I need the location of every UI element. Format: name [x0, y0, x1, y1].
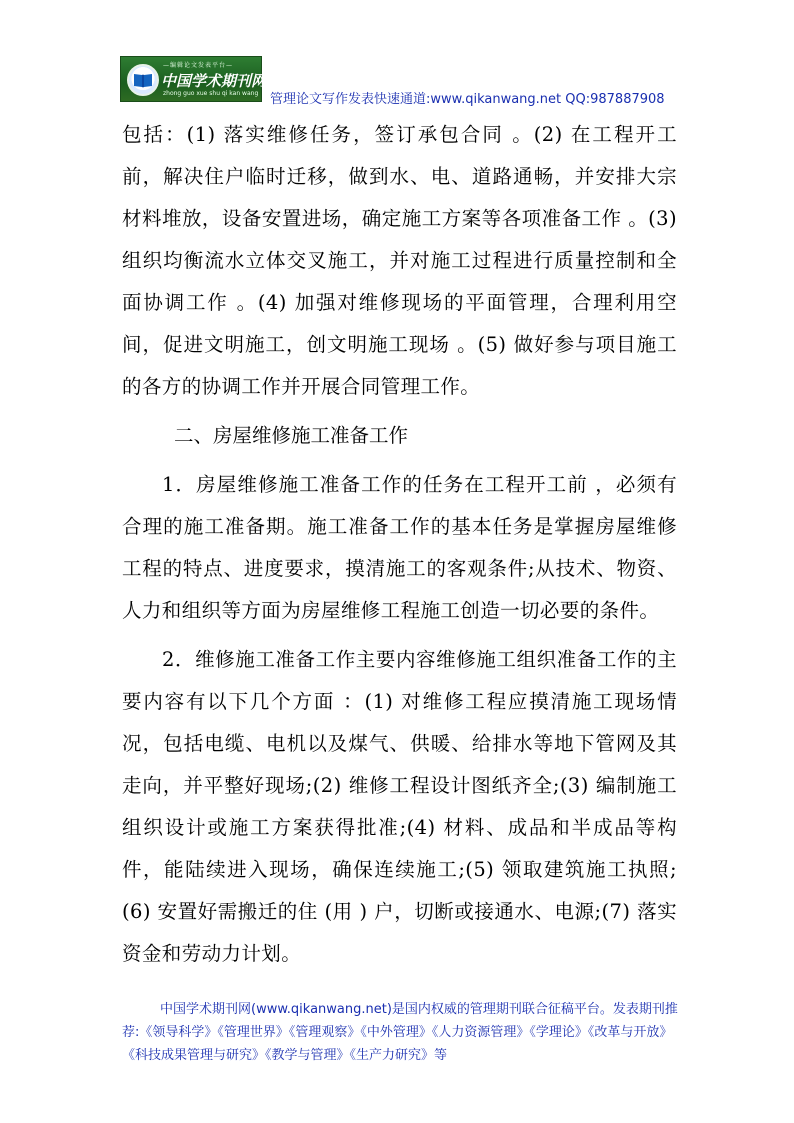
section-heading: 二、房屋维修施工准备工作: [174, 424, 409, 447]
page-header: [0, 0, 794, 110]
document-body: [122, 114, 677, 975]
header-tagline[interactable]: 管理论文写作发表快速通道:www.qikanwang.net QQ:987887908: [270, 92, 665, 107]
logo-top-text: —编辑论文发表平台—: [163, 62, 234, 69]
book-icon: [127, 64, 159, 96]
logo-pinyin: zhong guo xue shu qi kan wang: [163, 90, 259, 97]
logo-name: 中国学术期刊网: [161, 72, 267, 90]
site-logo[interactable]: [120, 56, 267, 102]
paragraph-2: 1．房屋维修施工准备工作的任务在工程开工前 ，必须有合理的施工准备期。施工准备工作的基本任务是掌握房屋维修工程的特点、进度要求，摸清施工的客观条件;从技术、物资、人力和组织等方面为房屋维修工程施工创造一切必要的条件。: [122, 473, 677, 622]
paragraph-1: 包括：(1) 落实维修任务，签订承包合同 。(2) 在工程开工前，解决住户临时迁移，做到水、电、道路通畅，并安排大宗材料堆放，设备安置进场，确定施工方案等各项准备工作 。(3) 组织均衡流水立体交叉施工，并对施工过程进行质量控制和全面协调工作 。(4) 加强对维修现场的平面管理，合理利用空间，促进文明施工，创文明施工现场 。(5) 做好参与项目施工的各方的协调工作并开展合同管理工作。: [122, 123, 677, 398]
page-footer: [122, 998, 682, 1067]
footer-text: 中国学术期刊网(www.qikanwang.net)是国内权威的管理期刊联合征稿平台。发表期刊推荐:《领导科学》《管理世界》《管理观察》《中外管理》《人力资源管理》《学理论》《改革与开放》《科技成果管理与研究》《教学与管理》《生产力研究》等: [122, 1002, 678, 1063]
paragraph-3: 2．维修施工准备工作主要内容维修施工组织准备工作的主要内容有以下几个方面 ：(1) 对维修工程应摸清施工现场情况，包括电缆、电机以及煤气、供暖、给排水等地下管网及其走向，并平整好现场;(2) 维修工程设计图纸齐全;(3) 编制施工组织设计或施工方案获得批准;(4) 材料、成品和半成品等构件，能陆续进入现场，确保连续施工;(5) 领取建筑施工执照;(6) 安置好需搬迁的住 (用 ) 户，切断或接通水、电源;(7) 落实资金和劳动力计划。: [122, 648, 677, 965]
